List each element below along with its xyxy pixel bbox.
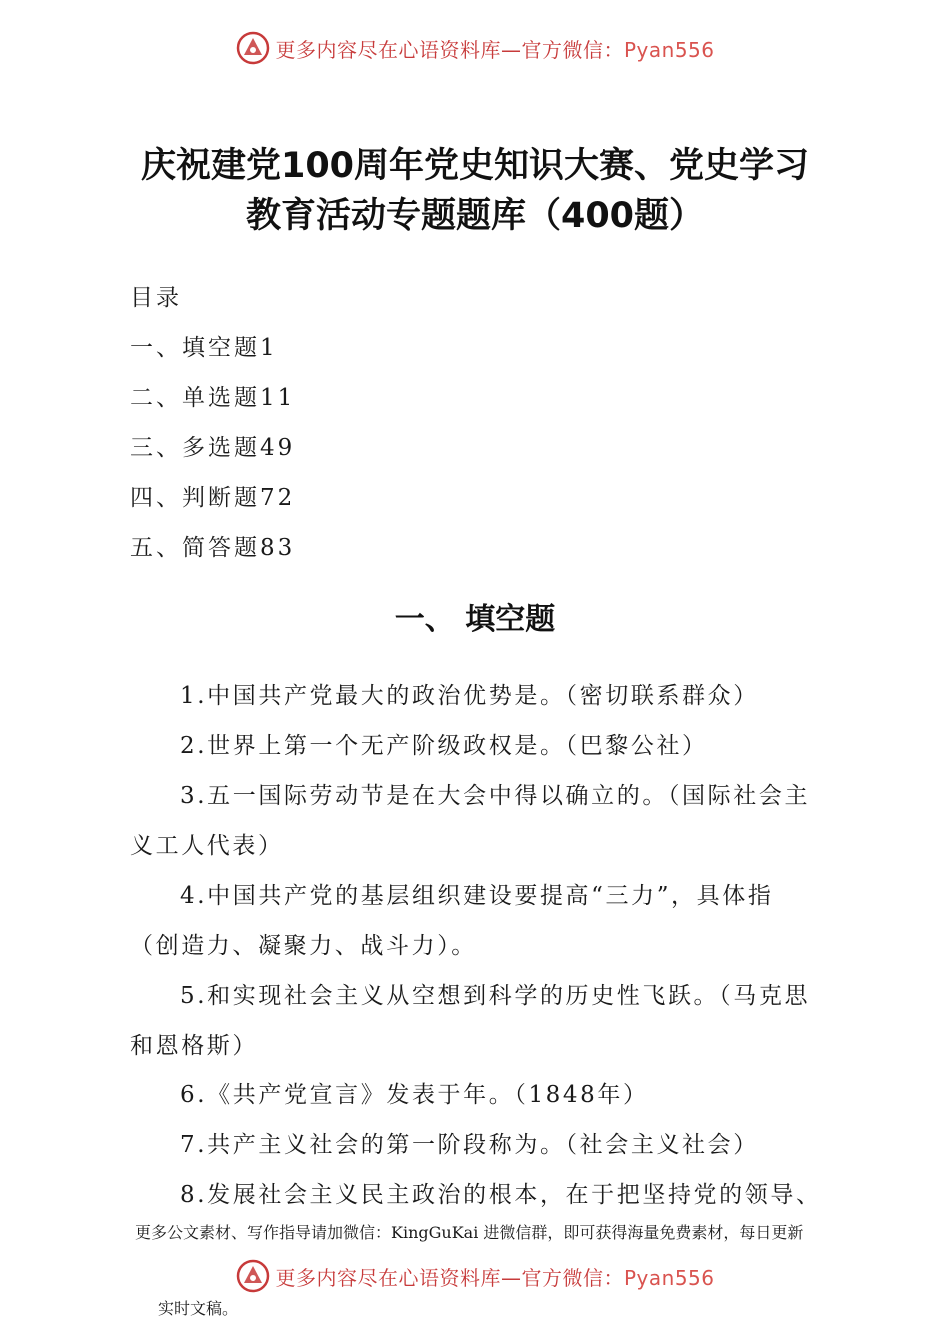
question-line: 5.和实现社会主义从空想到科学的历史性飞跃。（马克思 bbox=[180, 983, 811, 1009]
watermark-text: 更多内容尽在心语资料库—官方微信：Pyan556 bbox=[275, 37, 715, 62]
footer-promo-note-continued: 实时文稿。 bbox=[158, 1299, 239, 1318]
footer-watermark bbox=[0, 1256, 950, 1296]
document-title-line-1: 庆祝建党100周年党史知识大赛、党史学习 bbox=[140, 146, 810, 186]
brand-logo-icon bbox=[235, 1258, 271, 1294]
watermark-text: 更多内容尽在心语资料库—官方微信：Pyan556 bbox=[275, 1265, 715, 1290]
question-line: 8.发展社会主义民主政治的根本，在于把坚持党的领导、 bbox=[180, 1182, 822, 1208]
question-line-continued: （创造力、凝聚力、战斗力）。 bbox=[130, 933, 477, 959]
toc-item: 五、简答题83 bbox=[130, 535, 296, 561]
question-line: 2.世界上第一个无产阶级政权是。（巴黎公社） bbox=[180, 733, 708, 759]
document-title-line-2: 教育活动专题题库（400题） bbox=[245, 196, 705, 236]
question-line: 7.共产主义社会的第一阶段称为。（社会主义社会） bbox=[180, 1132, 759, 1158]
toc-item: 四、判断题72 bbox=[130, 485, 296, 511]
toc-heading: 目录 bbox=[130, 285, 182, 311]
toc-item: 二、单选题11 bbox=[130, 385, 296, 411]
question-line: 4.中国共产党的基层组织建设要提高“三力”，具体指 bbox=[180, 883, 774, 909]
question-line-continued: 义工人代表） bbox=[130, 833, 284, 859]
question-line: 6.《共产党宣言》发表于年。（1848年） bbox=[180, 1082, 649, 1108]
question-line: 3.五一国际劳动节是在大会中得以确立的。（国际社会主 bbox=[180, 783, 811, 809]
toc-item: 三、多选题49 bbox=[130, 435, 296, 461]
footer-promo-note: 更多公文素材、写作指导请加微信：KingGuKai 进微信群，即可获得海量免费素材，每日更新 bbox=[135, 1223, 804, 1242]
brand-logo-icon bbox=[235, 30, 271, 66]
question-line: 1.中国共产党最大的政治优势是。（密切联系群众） bbox=[180, 683, 759, 709]
header-watermark bbox=[0, 28, 950, 68]
toc-item: 一、填空题1 bbox=[130, 335, 278, 361]
section-heading-fill-blank: 一、 填空题 bbox=[394, 602, 556, 637]
question-line-continued: 和恩格斯） bbox=[130, 1033, 258, 1059]
